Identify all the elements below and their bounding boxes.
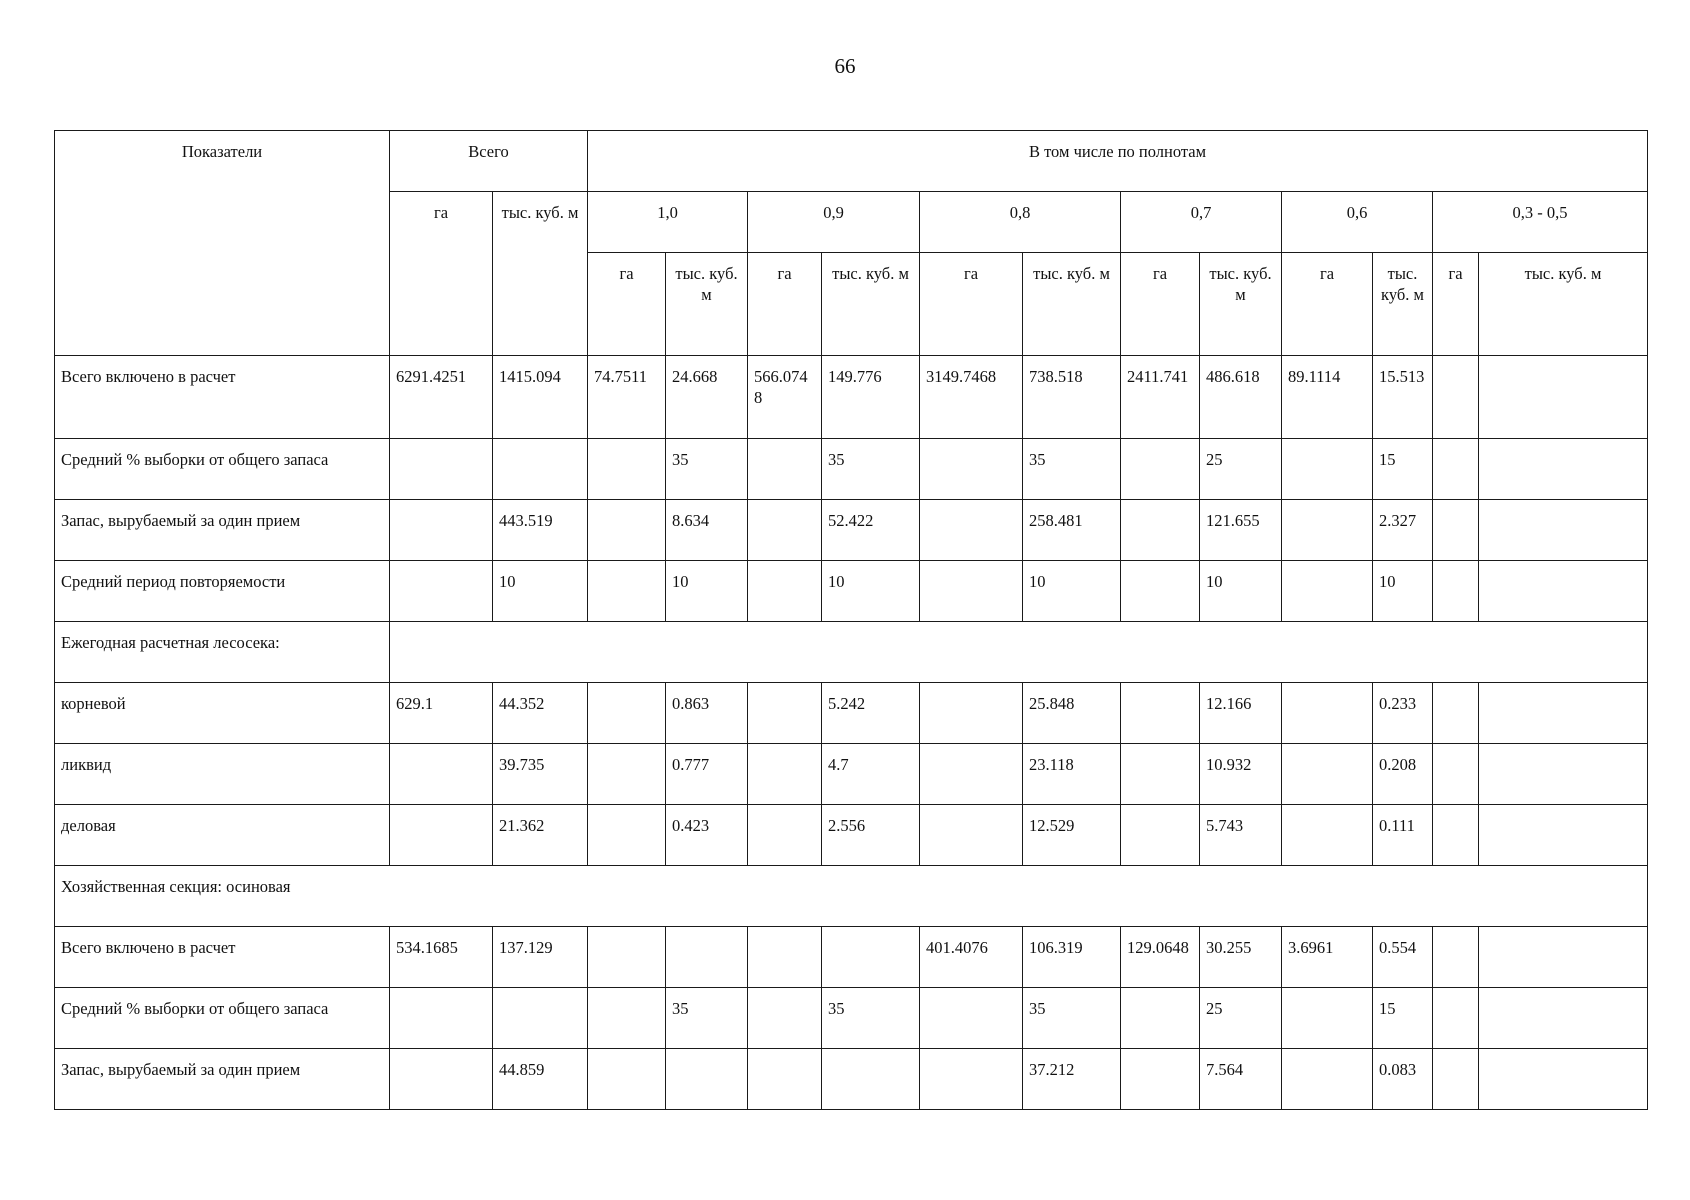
table-cell (588, 988, 666, 1049)
table-cell: 15 (1373, 988, 1433, 1049)
table-cell (1433, 988, 1479, 1049)
table-cell (1282, 500, 1373, 561)
table-cell: 7.564 (1200, 1049, 1282, 1110)
header-unit-volume: тыс. куб. м (822, 253, 920, 356)
table-cell: 35 (666, 988, 748, 1049)
table-cell (1121, 1049, 1200, 1110)
table-cell: 35 (1023, 439, 1121, 500)
header-row-1 (55, 131, 1648, 192)
table-cell (588, 927, 666, 988)
page-number: 66 (834, 54, 856, 78)
table-cell (1479, 500, 1648, 561)
header-density-0-3-0-5: 0,3 - 0,5 (1433, 192, 1648, 253)
row-label: Средний период повторяемости (55, 561, 390, 622)
table-cell: 35 (666, 439, 748, 500)
row-label: Всего включено в расчет (55, 356, 390, 439)
table-cell (822, 1049, 920, 1110)
header-unit-ha: га (1433, 253, 1479, 356)
header-density-0-8: 0,8 (920, 192, 1121, 253)
header-unit-ha: га (1282, 253, 1373, 356)
table-cell: 10 (666, 561, 748, 622)
table-cell: 15.513 (1373, 356, 1433, 439)
merged-empty-cell (390, 622, 1648, 683)
header-indicators: Показатели (55, 131, 390, 356)
table-cell (1282, 1049, 1373, 1110)
table-cell: 566.0748 (748, 356, 822, 439)
table-cell (1433, 683, 1479, 744)
header-total: Всего (390, 131, 588, 192)
table-cell (1282, 988, 1373, 1049)
table-row (55, 927, 1648, 988)
table-cell (588, 1049, 666, 1110)
row-label: Запас, вырубаемый за один прием (55, 500, 390, 561)
table-cell: 35 (822, 988, 920, 1049)
table-cell: 443.519 (493, 500, 588, 561)
table-cell (822, 927, 920, 988)
table-row (55, 683, 1648, 744)
header-density-0-9: 0,9 (748, 192, 920, 253)
table-cell (1282, 683, 1373, 744)
table-cell: 15 (1373, 439, 1433, 500)
table-cell (1121, 988, 1200, 1049)
table-cell: 10 (1200, 561, 1282, 622)
table-cell (1121, 439, 1200, 500)
header-unit-volume: тыс. куб. м (1200, 253, 1282, 356)
table-cell: 129.0648 (1121, 927, 1200, 988)
row-label: Всего включено в расчет (55, 927, 390, 988)
table-cell (588, 683, 666, 744)
table-cell (493, 988, 588, 1049)
table-cell: 25.848 (1023, 683, 1121, 744)
table-cell: 0.423 (666, 805, 748, 866)
table-cell (588, 439, 666, 500)
table-cell: 12.529 (1023, 805, 1121, 866)
table-cell (1433, 1049, 1479, 1110)
table-row (55, 988, 1648, 1049)
row-label: деловая (55, 805, 390, 866)
table-cell (1433, 500, 1479, 561)
table-cell (1479, 561, 1648, 622)
table-cell (920, 500, 1023, 561)
header-density-0-6: 0,6 (1282, 192, 1433, 253)
header-total-volume: тыс. куб. м (493, 192, 588, 356)
row-label: корневой (55, 683, 390, 744)
table-row (55, 622, 1648, 683)
table-cell (1433, 744, 1479, 805)
table-cell: 0.208 (1373, 744, 1433, 805)
table-cell (1121, 683, 1200, 744)
table-cell: 10 (1373, 561, 1433, 622)
header-total-ha: га (390, 192, 493, 356)
table-cell: 0.777 (666, 744, 748, 805)
table-cell (588, 500, 666, 561)
section-title: Хозяйственная секция: осиновая (55, 866, 1648, 927)
table-cell (588, 561, 666, 622)
table-cell: 486.618 (1200, 356, 1282, 439)
table-body (55, 356, 1648, 1110)
table-cell: 258.481 (1023, 500, 1121, 561)
table-cell (1282, 439, 1373, 500)
row-label: ликвид (55, 744, 390, 805)
table-cell (1479, 439, 1648, 500)
table-cell (1479, 683, 1648, 744)
table-cell (920, 744, 1023, 805)
table-cell (748, 805, 822, 866)
table-cell (390, 1049, 493, 1110)
forest-calculation-table (54, 130, 1648, 1110)
table-cell (1121, 805, 1200, 866)
table-cell (920, 805, 1023, 866)
table-cell: 10.932 (1200, 744, 1282, 805)
table-cell: 534.1685 (390, 927, 493, 988)
table-cell: 10 (1023, 561, 1121, 622)
table-cell (390, 439, 493, 500)
table-cell: 137.129 (493, 927, 588, 988)
table-cell (748, 927, 822, 988)
table-cell: 149.776 (822, 356, 920, 439)
table-cell: 5.242 (822, 683, 920, 744)
table-cell (588, 805, 666, 866)
table-cell: 0.083 (1373, 1049, 1433, 1110)
table-cell (748, 500, 822, 561)
header-unit-volume: тыс. куб. м (666, 253, 748, 356)
table-cell: 4.7 (822, 744, 920, 805)
table-cell (748, 1049, 822, 1110)
table-cell (588, 744, 666, 805)
table-cell: 5.743 (1200, 805, 1282, 866)
table-cell (1282, 744, 1373, 805)
header-unit-ha: га (588, 253, 666, 356)
table-cell: 0.863 (666, 683, 748, 744)
table-cell (1479, 744, 1648, 805)
table-cell (666, 1049, 748, 1110)
table-cell: 12.166 (1200, 683, 1282, 744)
table-row (55, 744, 1648, 805)
table-cell (1479, 356, 1648, 439)
table-cell (920, 988, 1023, 1049)
table-cell (920, 439, 1023, 500)
table-cell (1121, 744, 1200, 805)
table-cell (748, 683, 822, 744)
table-cell (1479, 988, 1648, 1049)
table-cell: 21.362 (493, 805, 588, 866)
table-cell (666, 927, 748, 988)
table-cell: 0.554 (1373, 927, 1433, 988)
row-label: Средний % выборки от общего запаса (55, 988, 390, 1049)
table-cell: 30.255 (1200, 927, 1282, 988)
table-cell (1479, 1049, 1648, 1110)
table-cell: 738.518 (1023, 356, 1121, 439)
table-cell (1479, 805, 1648, 866)
table-cell (1282, 561, 1373, 622)
table-cell (920, 683, 1023, 744)
table-cell: 10 (493, 561, 588, 622)
table-cell (390, 500, 493, 561)
table-cell (748, 988, 822, 1049)
header-density-0-7: 0,7 (1121, 192, 1282, 253)
table-cell: 121.655 (1200, 500, 1282, 561)
table-cell (390, 805, 493, 866)
table-cell: 39.735 (493, 744, 588, 805)
table-cell (748, 744, 822, 805)
header-unit-volume: тыс. куб. м (1023, 253, 1121, 356)
row-label: Запас, вырубаемый за один прием (55, 1049, 390, 1110)
table-cell: 2411.741 (1121, 356, 1200, 439)
table-cell (1121, 500, 1200, 561)
table-cell (1433, 439, 1479, 500)
header-unit-volume: тыс. куб. м (1479, 253, 1648, 356)
table-row (55, 439, 1648, 500)
table-cell (748, 561, 822, 622)
table-cell: 629.1 (390, 683, 493, 744)
table-row (55, 805, 1648, 866)
header-unit-ha: га (1121, 253, 1200, 356)
table-cell (748, 439, 822, 500)
table-cell (390, 561, 493, 622)
table-cell (1433, 561, 1479, 622)
table-cell: 1415.094 (493, 356, 588, 439)
table-cell: 35 (822, 439, 920, 500)
table-cell: 24.668 (666, 356, 748, 439)
table-cell: 8.634 (666, 500, 748, 561)
section-row (55, 866, 1648, 927)
table-cell: 2.556 (822, 805, 920, 866)
table-row (55, 356, 1648, 439)
table-cell: 25 (1200, 439, 1282, 500)
table-cell: 2.327 (1373, 500, 1433, 561)
table-cell (390, 988, 493, 1049)
table-cell: 3149.7468 (920, 356, 1023, 439)
table-cell: 52.422 (822, 500, 920, 561)
table-row (55, 1049, 1648, 1110)
table-cell: 10 (822, 561, 920, 622)
table-cell: 44.859 (493, 1049, 588, 1110)
table-cell (390, 744, 493, 805)
table-cell (1282, 805, 1373, 866)
table-cell: 44.352 (493, 683, 588, 744)
table-cell (920, 561, 1023, 622)
table-cell: 35 (1023, 988, 1121, 1049)
table-cell: 23.118 (1023, 744, 1121, 805)
table-cell (920, 1049, 1023, 1110)
table-cell: 3.6961 (1282, 927, 1373, 988)
table-cell: 37.212 (1023, 1049, 1121, 1110)
table-cell: 106.319 (1023, 927, 1121, 988)
table-cell: 25 (1200, 988, 1282, 1049)
table-cell: 0.233 (1373, 683, 1433, 744)
header-density-1-0: 1,0 (588, 192, 748, 253)
table-cell: 89.1114 (1282, 356, 1373, 439)
table-cell (493, 439, 588, 500)
header-unit-volume: тыс. куб. м (1373, 253, 1433, 356)
table-cell (1433, 356, 1479, 439)
table-row (55, 500, 1648, 561)
table-cell (1121, 561, 1200, 622)
row-label: Средний % выборки от общего запаса (55, 439, 390, 500)
header-unit-ha: га (920, 253, 1023, 356)
table-row (55, 561, 1648, 622)
table-cell (1433, 927, 1479, 988)
table-cell (1479, 927, 1648, 988)
header-unit-ha: га (748, 253, 822, 356)
table-cell: 6291.4251 (390, 356, 493, 439)
table-cell: 401.4076 (920, 927, 1023, 988)
header-by-density: В том числе по полнотам (588, 131, 1648, 192)
table-cell: 74.7511 (588, 356, 666, 439)
row-label: Ежегодная расчетная лесосека: (55, 622, 390, 683)
table-cell (1433, 805, 1479, 866)
table-cell: 0.111 (1373, 805, 1433, 866)
